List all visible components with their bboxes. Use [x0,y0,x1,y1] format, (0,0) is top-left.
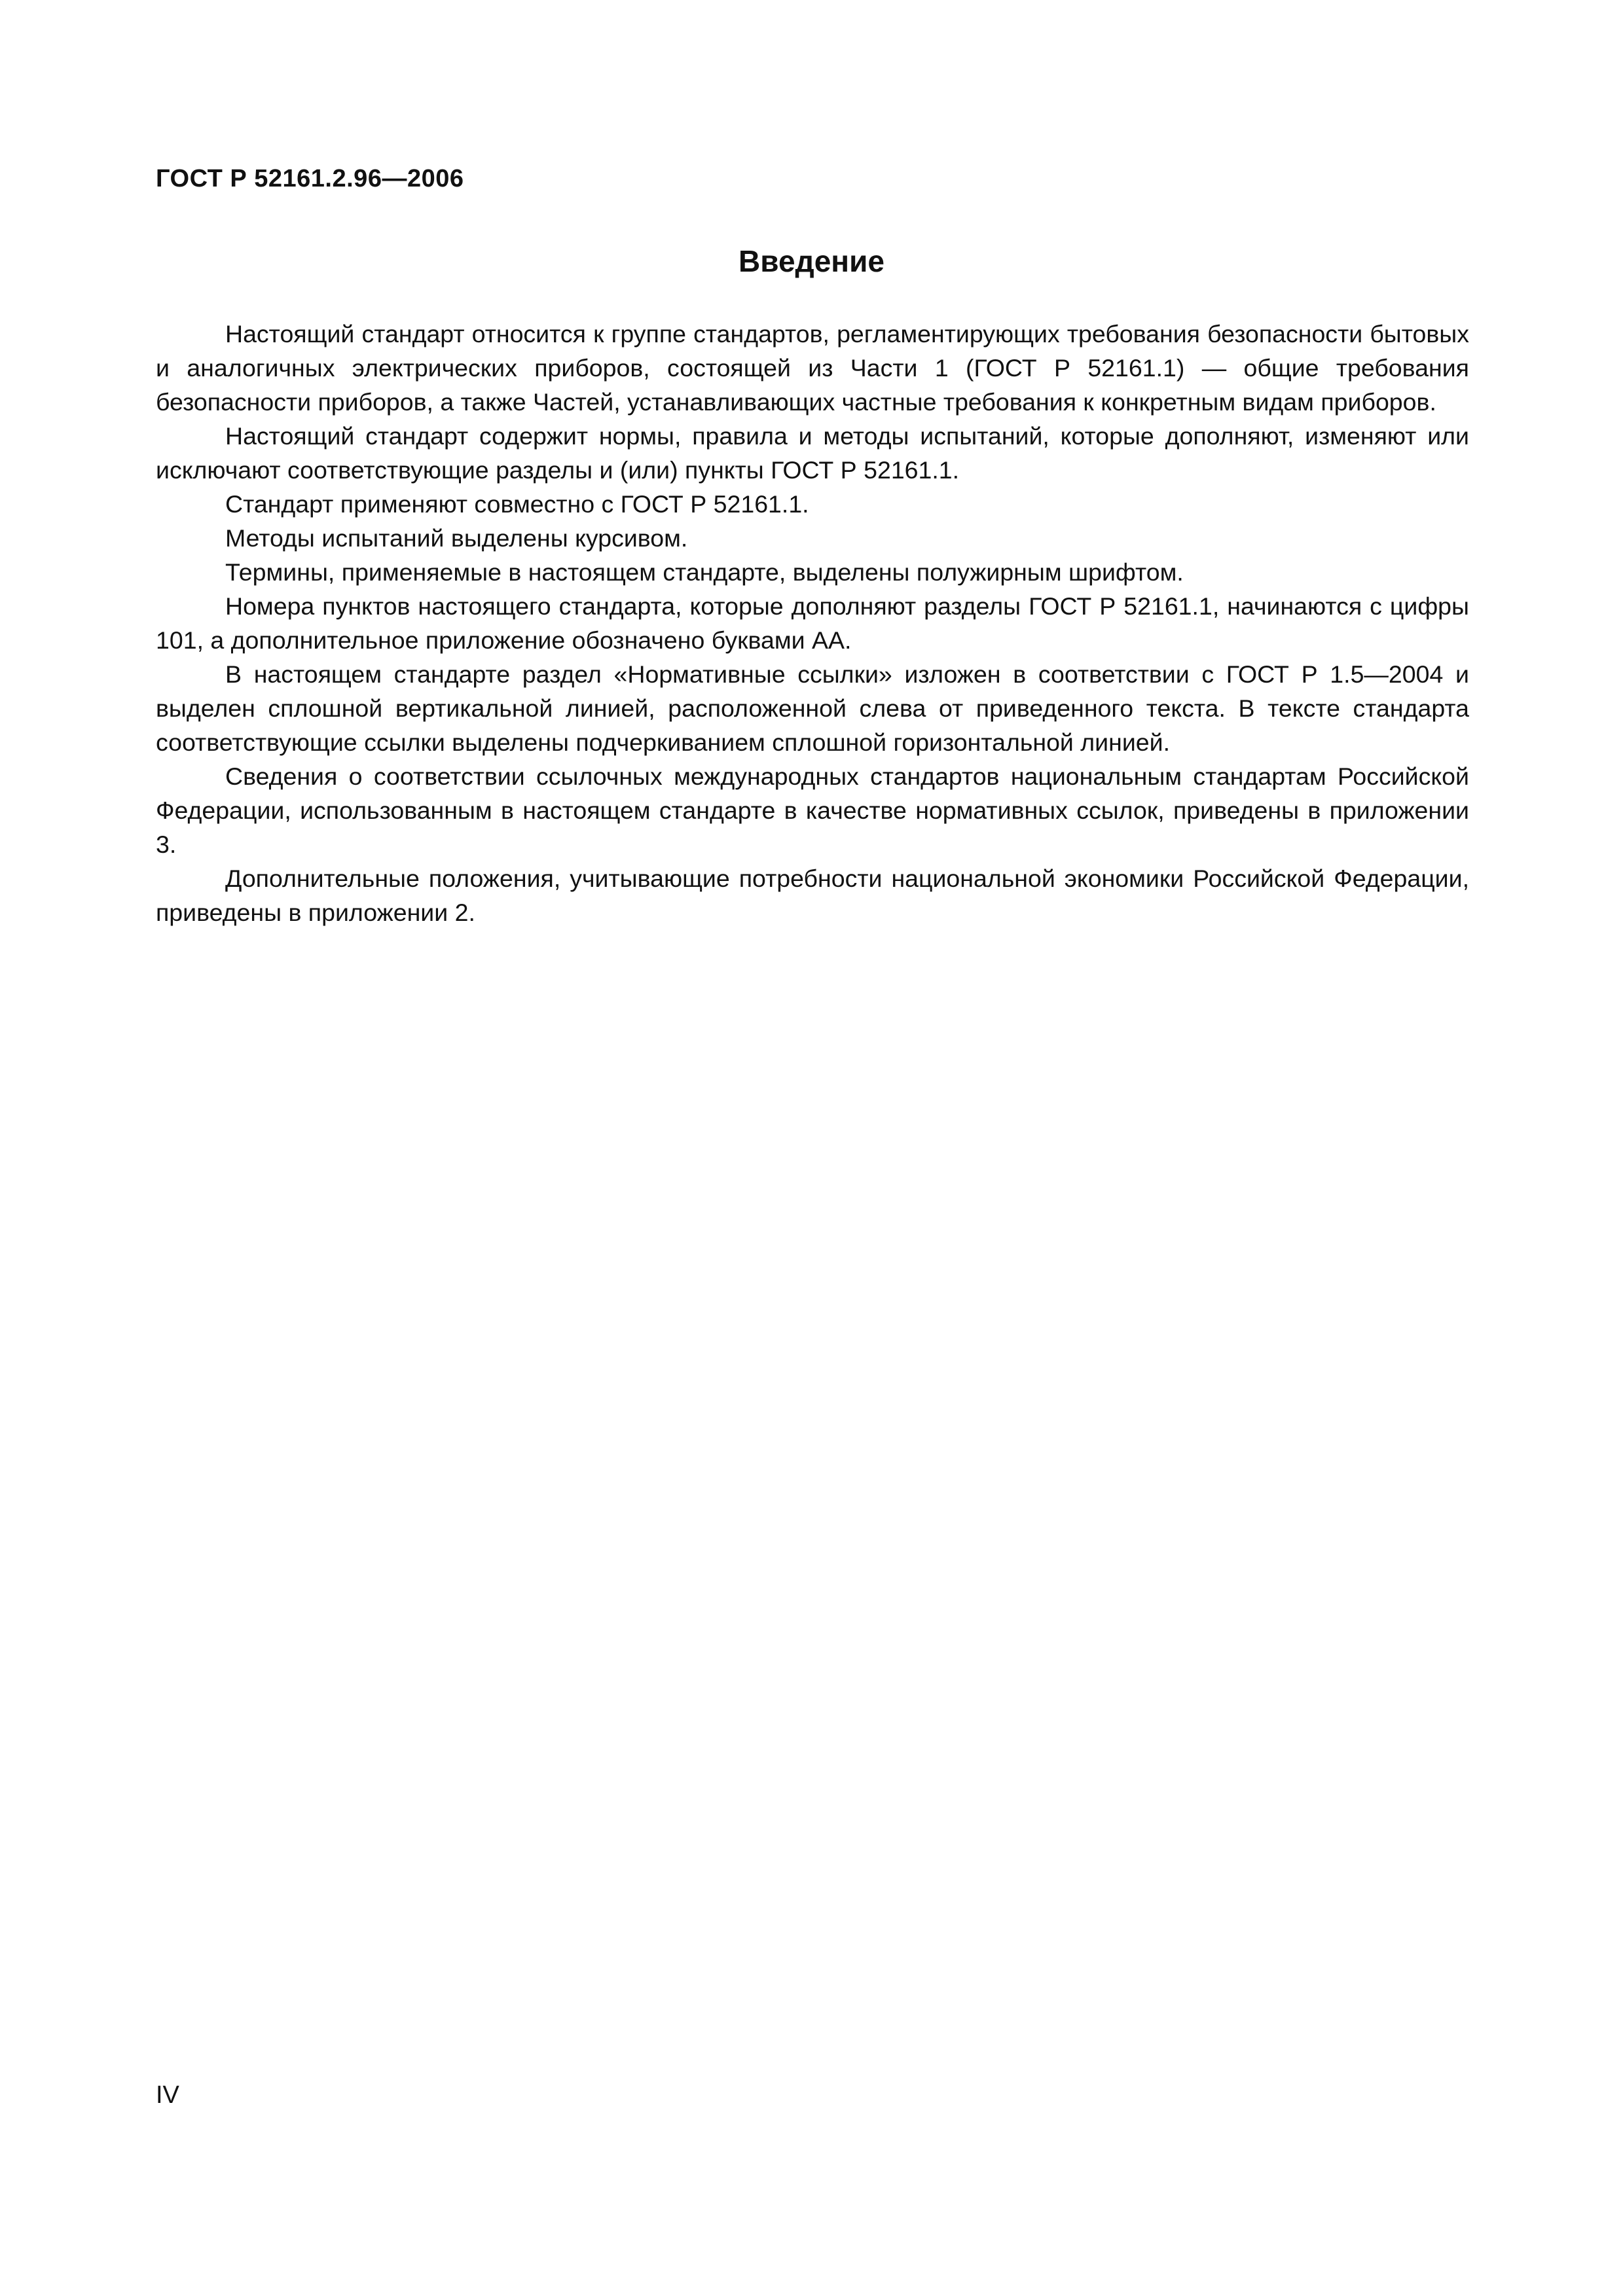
paragraph: Дополнительные положения, учитывающие потребности национальной экономики Российской Федерации, приведены в приложении 2. [156,865,1469,926]
paragraph: Сведения о соответствии ссылочных международных стандартов национальным стандартам Российской Федерации, использованным в настоящем стандарте в качестве нормативных ссылок, приведены в приложении 3. [156,762,1469,858]
section-title [0,243,1623,279]
document-code: ГОСТ Р 52161.2.96—2006 [156,165,464,192]
body-text [156,317,1469,929]
page-number: IV [156,2081,179,2109]
paragraph: В настоящем стандарте раздел «Нормативные ссылки» изложен в соответствии с ГОСТ Р 1.5—2004 и выделен сплошной вертикальной линией, расположенной слева от приведенного текста. В тексте стандарта соответствующие ссылки выделены подчеркиванием сплошной горизонтальной линией. [156,660,1469,756]
paragraph: Термины, применяемые в настоящем стандарте, выделены полужирным шрифтом. [225,558,1184,586]
paragraph: Номера пунктов настоящего стандарта, которые дополняют разделы ГОСТ Р 52161.1, начинаются с цифры 101, а дополнительное приложение обозначено буквами АА. [156,592,1469,654]
paragraph: Настоящий стандарт относится к группе стандартов, регламентирующих требования безопасности бытовых и аналогичных электрических приборов, состоящей из Части 1 (ГОСТ Р 52161.1) — общие требования безопасности приборов, а также Частей, устанавливающих частные требования к конкретным видам приборов. [156,320,1469,416]
paragraph: Стандарт применяют совместно с ГОСТ Р 52161.1. [225,490,809,518]
section-title-text: Введение [739,244,884,278]
paragraph: Настоящий стандарт содержит нормы, правила и методы испытаний, которые дополняют, изменяют или исключают соответствующие разделы и (или) пункты ГОСТ Р 52161.1. [156,422,1469,484]
paragraph: Методы испытаний выделены курсивом. [225,524,688,552]
